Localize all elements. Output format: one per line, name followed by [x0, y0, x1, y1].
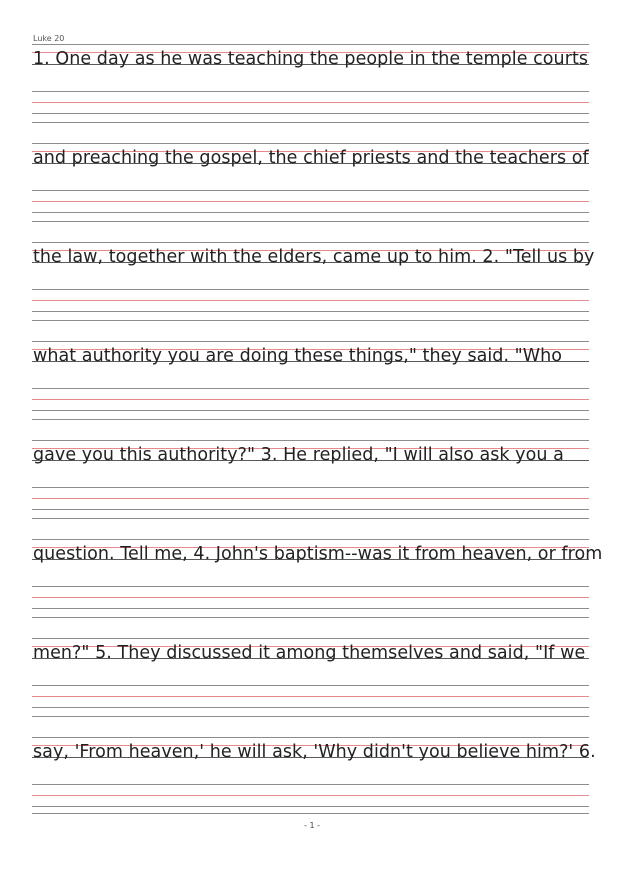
verse-line-2: and preaching the gospel, the chief priests and the teachers of	[33, 148, 589, 168]
verse-line-8: say, 'From heaven,' he will ask, 'Why didn't you believe him?' 6.	[33, 742, 596, 762]
practice-line-bottom	[32, 221, 589, 222]
practice-line-red	[32, 399, 589, 400]
verse-line-4: what authority you are doing these things," they said. "Who	[33, 346, 563, 366]
guide-line-top	[32, 44, 589, 45]
verse-line-7: men?" 5. They discussed it among themselves and said, "If we	[33, 643, 586, 663]
page-header: Luke 20	[33, 34, 65, 43]
verse-line-5: gave you this authority?" 3. He replied, "I will also ask you a	[33, 445, 564, 465]
practice-line-mid	[32, 509, 589, 510]
guide-line-top	[32, 737, 589, 738]
verse-line-3: the law, together with the elders, came up to him. 2. "Tell us by	[33, 247, 595, 267]
practice-line-mid	[32, 608, 589, 609]
practice-line-bottom	[32, 716, 589, 717]
guide-line-top	[32, 341, 589, 342]
practice-line-mid	[32, 212, 589, 213]
practice-line-bottom	[32, 122, 589, 123]
practice-line-top	[32, 784, 589, 785]
practice-line-red	[32, 102, 589, 103]
practice-line-mid	[32, 707, 589, 708]
practice-line-red	[32, 597, 589, 598]
practice-line-top	[32, 388, 589, 389]
practice-line-top	[32, 289, 589, 290]
practice-line-bottom	[32, 617, 589, 618]
practice-line-bottom	[32, 813, 589, 814]
practice-line-red	[32, 498, 589, 499]
practice-line-mid	[32, 806, 589, 807]
practice-line-top	[32, 190, 589, 191]
practice-line-top	[32, 586, 589, 587]
practice-line-top	[32, 91, 589, 92]
practice-line-bottom	[32, 320, 589, 321]
practice-line-red	[32, 795, 589, 796]
guide-line-top	[32, 638, 589, 639]
guide-line-top	[32, 143, 589, 144]
practice-line-mid	[32, 311, 589, 312]
guide-line-top	[32, 539, 589, 540]
verse-line-6: question. Tell me, 4. John's baptism--was it from heaven, or from	[33, 544, 603, 564]
practice-line-top	[32, 685, 589, 686]
practice-line-red	[32, 696, 589, 697]
guide-line-top	[32, 440, 589, 441]
practice-line-top	[32, 487, 589, 488]
practice-line-red	[32, 300, 589, 301]
practice-line-bottom	[32, 419, 589, 420]
guide-line-top	[32, 242, 589, 243]
verse-line-1: 1. One day as he was teaching the people in the temple courts	[33, 49, 589, 69]
practice-line-mid	[32, 410, 589, 411]
practice-line-mid	[32, 113, 589, 114]
page-number: - 1 -	[304, 821, 320, 830]
practice-line-bottom	[32, 518, 589, 519]
practice-line-red	[32, 201, 589, 202]
